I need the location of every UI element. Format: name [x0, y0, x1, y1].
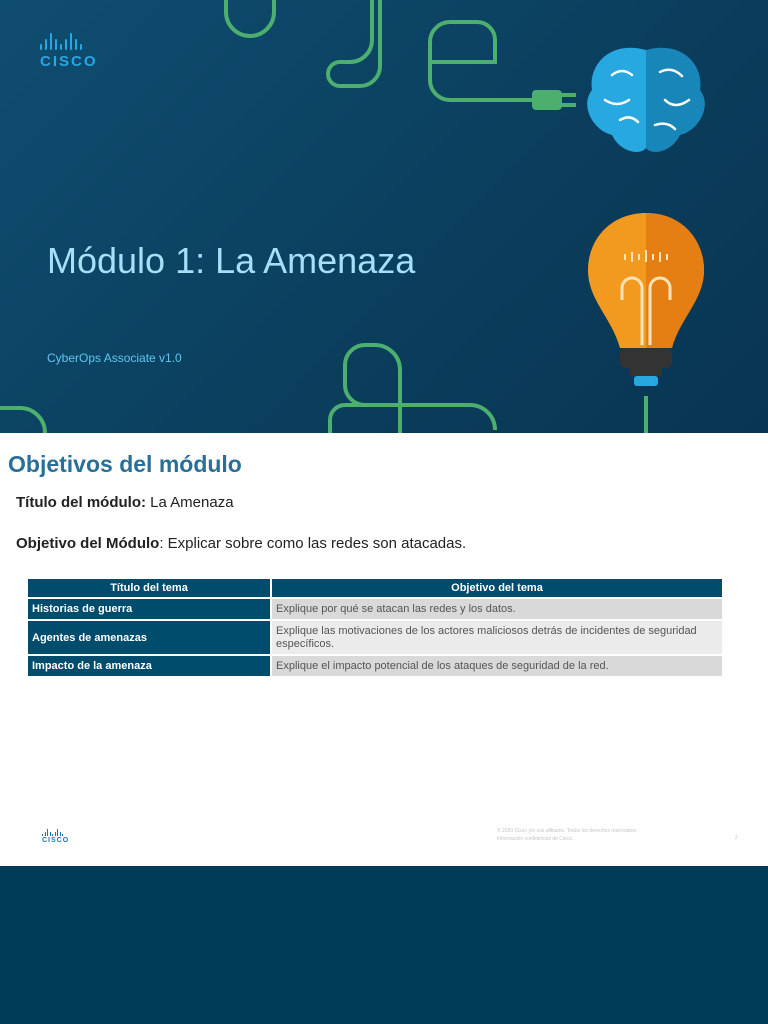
objectives-slide — [0, 433, 768, 866]
table-header-row — [28, 579, 722, 597]
module-title-line — [16, 494, 234, 511]
cisco-logo-icon — [40, 32, 98, 70]
module-title-value: La Amenaza — [145, 494, 234, 511]
footer-confidential: Información confidencial de Cisco. — [497, 836, 574, 842]
module-objective-value: : Explicar sobre como las redes son atacadas. — [159, 535, 467, 552]
topic-objective-cell: Explique por qué se atacan las redes y los datos. — [272, 599, 722, 619]
table-row — [28, 599, 722, 619]
title-slide — [0, 0, 768, 433]
objectives-heading: Objetivos del módulo — [8, 451, 242, 477]
module-objective-line — [16, 535, 466, 552]
header-topic-title: Título del tema — [28, 579, 272, 597]
topic-objective-cell: Explique el impacto potencial de los ataques de seguridad de la red. — [272, 656, 722, 676]
slide-title: Módulo 1: La Amenaza — [47, 240, 416, 281]
footer-logo-text: CISCO — [42, 837, 70, 844]
footer-copyright: © 2020 Cisco y/o sus afiliados. Todos los derechos reservados. — [497, 828, 638, 834]
footer-cisco-logo-icon — [42, 829, 69, 844]
cisco-logo-text: CISCO — [40, 53, 98, 70]
circuit-decoration — [0, 0, 768, 433]
module-title-label: Título del módulo: — [16, 494, 146, 511]
topic-title-cell: Historias de guerra — [28, 599, 272, 619]
topics-table — [28, 577, 722, 678]
next-slide-partial — [0, 866, 768, 1024]
lightbulb-icon — [588, 213, 704, 433]
table-row — [28, 621, 722, 654]
header-topic-objective: Objetivo del tema — [272, 579, 722, 597]
footer-legal — [497, 827, 697, 843]
topic-title-cell: Impacto de la amenaza — [28, 656, 272, 676]
module-objective-label: Objetivo del Módulo — [16, 535, 160, 552]
topic-title-cell: Agentes de amenazas — [28, 621, 272, 654]
topic-objective-cell: Explique las motivaciones de los actores maliciosos detrás de incidentes de seguridad específicos. — [272, 621, 722, 654]
page-number: 2 — [735, 835, 738, 841]
slide-subtitle: CyberOps Associate v1.0 — [47, 351, 182, 365]
brain-icon — [587, 48, 705, 152]
plug-icon — [532, 90, 576, 110]
table-row — [28, 656, 722, 676]
